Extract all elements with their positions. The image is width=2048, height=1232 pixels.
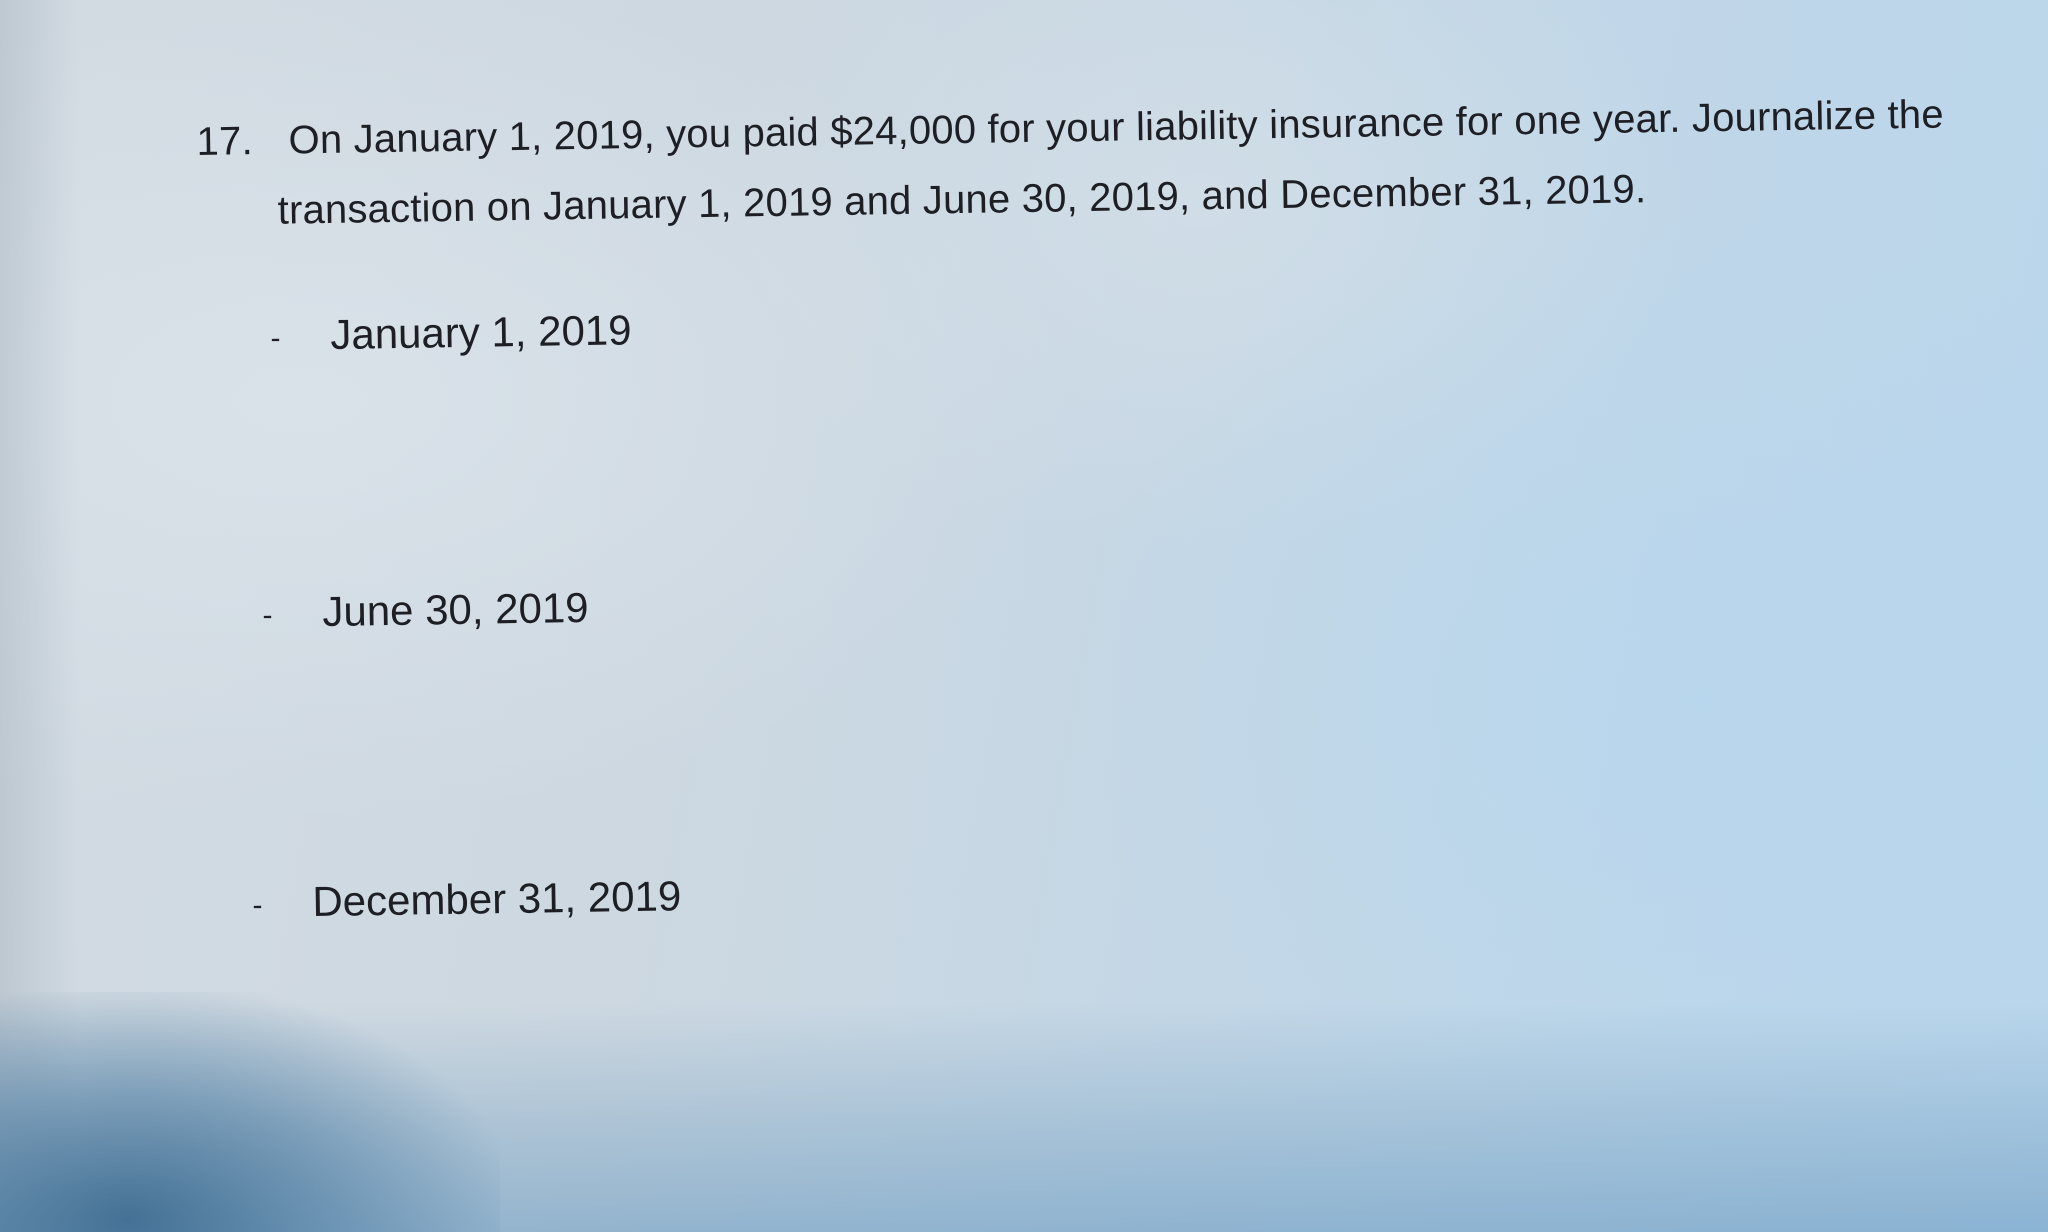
question-text-line-2: transaction on January 1, 2019 and June 30, 2019, and December 31, 2019. <box>277 167 1647 233</box>
question-number: 17. <box>196 119 254 164</box>
list-bullet: - <box>262 598 273 632</box>
question-block <box>196 75 2048 233</box>
question-text-line-1: On January 1, 2019, you paid $24,000 for your liability insurance for one year. Journalize the <box>288 92 1945 163</box>
list-item-january <box>270 306 632 360</box>
list-item-december <box>252 872 682 927</box>
date-label-june: June 30, 2019 <box>321 583 589 636</box>
date-label-december: December 31, 2019 <box>311 872 682 926</box>
date-label-january: January 1, 2019 <box>329 306 632 359</box>
page-shadow-corner <box>0 992 500 1232</box>
list-item-june <box>262 584 589 637</box>
list-bullet: - <box>252 888 263 922</box>
list-bullet: - <box>270 321 281 355</box>
